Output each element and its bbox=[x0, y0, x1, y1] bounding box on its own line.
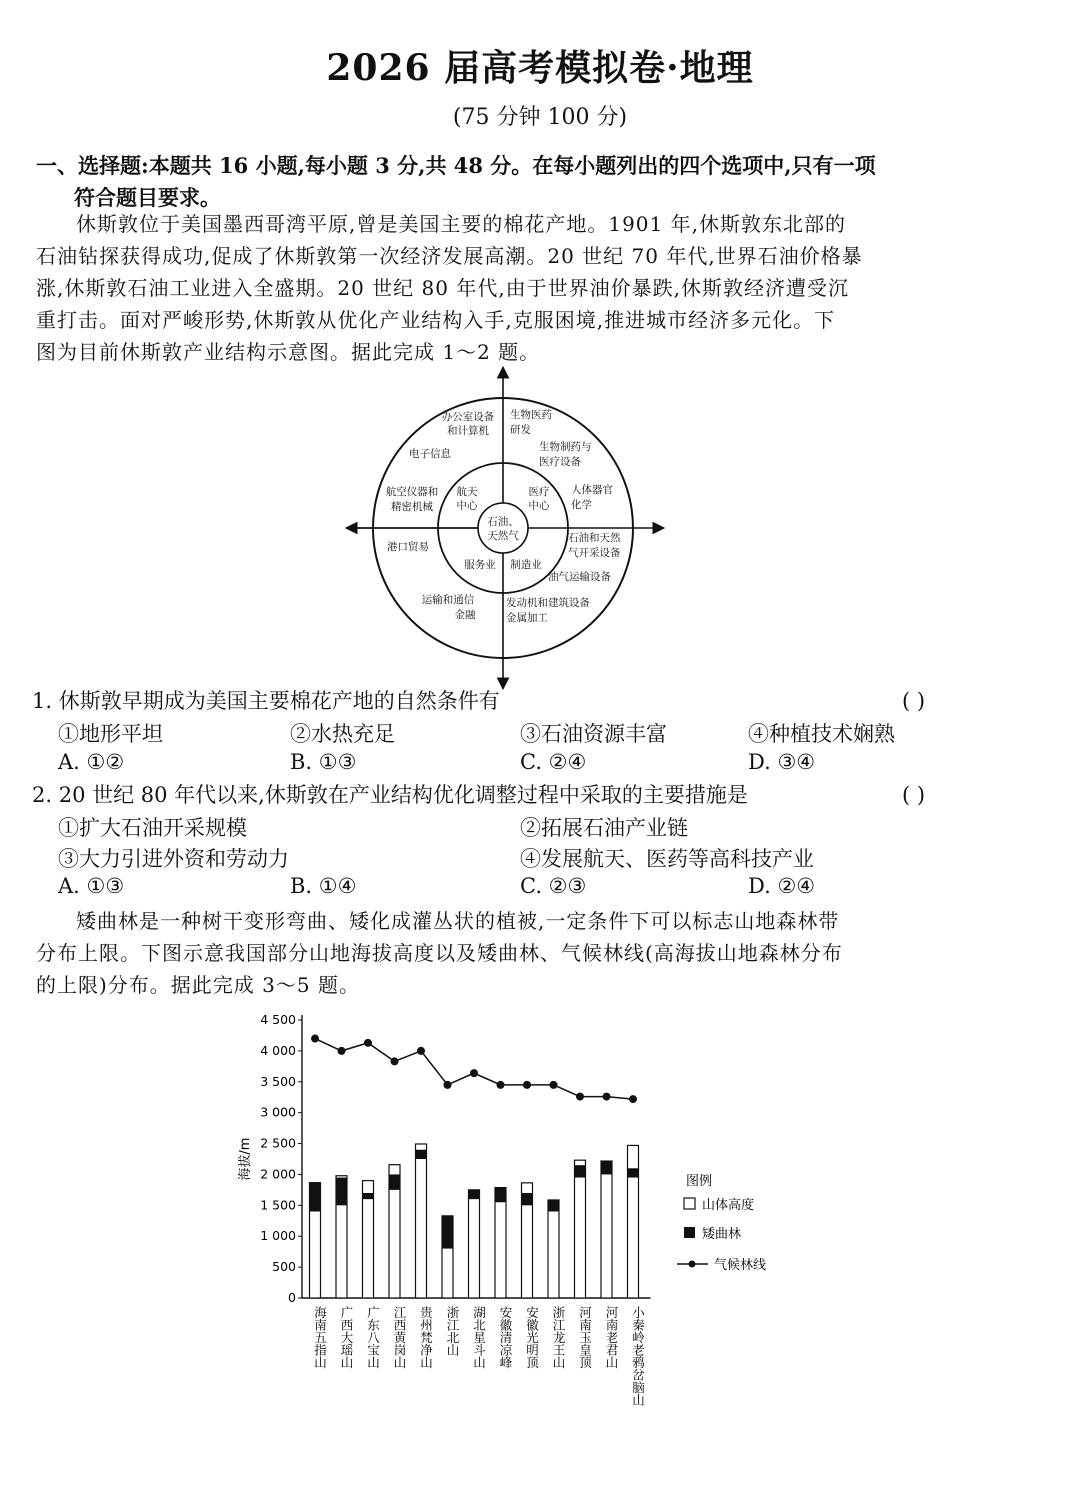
treeline-point bbox=[338, 1047, 346, 1055]
question-2-item: ④发展航天、医药等高科技产业 bbox=[520, 847, 814, 871]
outer-electronics-label: 电子信息 bbox=[409, 448, 451, 460]
outer-transport-label: 金融 bbox=[454, 609, 476, 621]
y-tick-label: 3 500 bbox=[260, 1073, 296, 1089]
treeline-series bbox=[311, 1035, 637, 1104]
outer-organ-label: 化学 bbox=[571, 499, 592, 511]
question-1-choice-d[interactable]: D. ③④ bbox=[748, 750, 816, 774]
outer-biomed-label: 生物医药 bbox=[510, 409, 552, 421]
dwarf-forest-bar bbox=[363, 1193, 374, 1199]
dwarf-forest-bar bbox=[442, 1216, 453, 1249]
mountain-height-bar bbox=[469, 1190, 480, 1298]
y-tick-label: 1 000 bbox=[260, 1228, 296, 1244]
y-tick-label: 2 500 bbox=[260, 1135, 296, 1151]
treeline-point bbox=[497, 1081, 505, 1089]
outer-pipeline-label: 油气运输设备 bbox=[548, 571, 611, 583]
passage-1-line: 休斯敦位于美国墨西哥湾平原,曾是美国主要的棉花产地。1901 年,休斯敦东北部的 bbox=[76, 212, 846, 236]
dwarf-forest-bar bbox=[389, 1174, 400, 1189]
y-tick-label: 0 bbox=[288, 1290, 296, 1305]
question-1-item: ③石油资源丰富 bbox=[520, 722, 667, 746]
outer-oilgas-label: 气开采设备 bbox=[568, 547, 621, 559]
dwarf-forest-bar bbox=[495, 1188, 506, 1203]
center-ring bbox=[478, 503, 528, 553]
treeline-point bbox=[523, 1081, 531, 1089]
x-tick-label: 贵州梵净山 bbox=[418, 1306, 434, 1369]
treeline-point bbox=[444, 1081, 452, 1089]
legend-item-dwarf-forest: 矮曲林 bbox=[702, 1227, 742, 1242]
legend-swatch-mountain bbox=[684, 1198, 695, 1209]
exam-duration-score: (75 分钟 100 分) bbox=[452, 105, 628, 130]
question-2-choice-d[interactable]: D. ②④ bbox=[748, 874, 816, 898]
passage-1 bbox=[36, 208, 1046, 368]
dwarf-forest-bar bbox=[601, 1161, 612, 1174]
bar-series bbox=[310, 1144, 639, 1298]
x-tick-label: 安徽清凉峰 bbox=[498, 1306, 513, 1369]
question-2-item: ②拓展石油产业链 bbox=[520, 816, 688, 840]
x-tick-label: 广西大瑶山 bbox=[339, 1306, 354, 1369]
question-1-answer-bracket: ( ) bbox=[902, 689, 926, 713]
treeline-point bbox=[470, 1069, 478, 1077]
outer-office-label: 办公室设备 bbox=[441, 411, 495, 423]
question-2-choice-a[interactable]: A. ①③ bbox=[58, 874, 125, 898]
mountain-height-bar bbox=[601, 1161, 612, 1298]
x-tick-label: 湖北星斗山 bbox=[471, 1306, 487, 1369]
center-label: 天然气 bbox=[487, 530, 519, 542]
passage-2 bbox=[36, 905, 1046, 1001]
passage-1-line: 涨,休斯敦石油工业进入全盛期。20 世纪 80 年代,由于世界油价暴跌,休斯敦经济遭受沉 bbox=[36, 276, 850, 300]
question-1-item: ④种植技术娴熟 bbox=[748, 722, 895, 746]
inner-manufacturing-label: 制造业 bbox=[510, 559, 542, 571]
outer-aviation-label: 精密机械 bbox=[391, 501, 433, 513]
legend-item-mountain: 山体高度 bbox=[702, 1198, 755, 1213]
outer-organ-label: 人体器官 bbox=[571, 484, 613, 496]
inner-medical-label: 医疗 bbox=[528, 486, 550, 498]
x-tick-label: 海南五指山 bbox=[312, 1306, 328, 1369]
dwarf-forest-bar bbox=[310, 1183, 321, 1212]
y-tick-label: 500 bbox=[272, 1259, 296, 1275]
section-heading bbox=[36, 150, 1046, 214]
question-2-item: ③大力引进外资和劳动力 bbox=[58, 847, 289, 871]
question-1-item: ②水热充足 bbox=[290, 722, 395, 746]
mountain-height-bar bbox=[548, 1200, 559, 1298]
treeline-point bbox=[629, 1095, 637, 1103]
industry-structure-diagram bbox=[340, 365, 670, 690]
treeline-point bbox=[550, 1081, 558, 1089]
treeline-line bbox=[315, 1039, 633, 1100]
question-1-choice-c[interactable]: C. ②④ bbox=[520, 750, 587, 774]
outer-aviation-label: 航空仪器和 bbox=[385, 486, 439, 498]
y-axis-label: 海拔/m bbox=[238, 1137, 253, 1181]
x-axis-labels bbox=[313, 1305, 646, 1406]
inner-aerospace-label: 中心 bbox=[456, 500, 478, 512]
legend-marker bbox=[689, 1261, 696, 1268]
inner-service-label: 服务业 bbox=[464, 559, 496, 571]
passage-1-line: 石油钻探获得成功,促成了休斯敦第一次经济发展高潮。20 世纪 70 年代,世界石油价格暴 bbox=[36, 244, 863, 268]
mountain-height-bar bbox=[575, 1160, 586, 1298]
center-label: 石油、 bbox=[487, 516, 519, 528]
treeline-point bbox=[417, 1047, 425, 1055]
x-tick-label: 浙江北山 bbox=[445, 1306, 460, 1356]
x-tick-label: 广东八宝山 bbox=[365, 1306, 381, 1369]
outer-engine-label: 发动机和建筑设备 bbox=[506, 597, 590, 609]
question-2-choice-c[interactable]: C. ②③ bbox=[520, 874, 587, 898]
passage-2-line: 矮曲林是一种树干变形弯曲、矮化成灌丛状的植被,一定条件下可以标志山地森林带 bbox=[76, 909, 840, 933]
question-1-stem: 1. 休斯敦早期成为美国主要棉花产地的自然条件有 bbox=[32, 689, 500, 713]
question-1-choice-b[interactable]: B. ①③ bbox=[290, 750, 357, 774]
treeline-point bbox=[391, 1057, 399, 1065]
x-tick-label: 安徽光明顶 bbox=[524, 1306, 540, 1369]
outer-transport-label: 运输和通信 bbox=[421, 594, 475, 606]
question-2-stem: 2. 20 世纪 80 年代以来,休斯敦在产业结构优化调整过程中采取的主要措施是 bbox=[32, 783, 748, 807]
section-heading-line1: 一、选择题:本题共 16 小题,每小题 3 分,共 48 分。在每小题列出的四个选项中,只有一项 bbox=[36, 153, 876, 178]
y-tick-label: 4 500 bbox=[260, 1012, 296, 1027]
y-tick-label: 4 000 bbox=[260, 1042, 296, 1058]
outer-biopharma-label: 医疗设备 bbox=[539, 456, 581, 468]
treeline-point bbox=[603, 1093, 611, 1101]
outer-oilgas-label: 石油和天然 bbox=[568, 532, 621, 544]
outer-office-label: 和计算机 bbox=[447, 425, 489, 437]
passage-2-line: 的上限)分布。据此完成 3～5 题。 bbox=[36, 973, 360, 997]
dwarf-forest-bar bbox=[548, 1200, 559, 1212]
legend-title: 图例 bbox=[686, 1174, 713, 1189]
inner-aerospace-label: 航天 bbox=[456, 486, 478, 498]
outer-biopharma-label: 生物制药与 bbox=[539, 441, 592, 453]
chart-legend bbox=[677, 1174, 766, 1273]
x-tick-label: 河南老君山 bbox=[604, 1306, 619, 1369]
altitude-chart bbox=[230, 1005, 830, 1445]
question-2-item: ①扩大石油开采规模 bbox=[58, 816, 247, 840]
legend-item-treeline: 气候林线 bbox=[714, 1258, 767, 1273]
x-tick-label: 浙江龙王山 bbox=[551, 1306, 566, 1369]
outer-engine-label: 金属加工 bbox=[506, 612, 548, 624]
treeline-point bbox=[364, 1039, 372, 1047]
x-tick-label: 河南玉皇顶 bbox=[577, 1306, 593, 1369]
dwarf-forest-bar bbox=[336, 1178, 347, 1206]
inner-medical-label: 中心 bbox=[528, 500, 550, 512]
question-1-item: ①地形平坦 bbox=[58, 722, 163, 746]
question-1-choice-a[interactable]: A. ①② bbox=[58, 750, 125, 774]
y-tick-label: 2 000 bbox=[260, 1166, 296, 1182]
passage-1-line: 重打击。面对严峻形势,休斯敦从优化产业结构入手,克服困境,推进城市经济多元化。下 bbox=[36, 308, 836, 332]
mountain-height-bar bbox=[416, 1144, 427, 1298]
question-2-choice-b[interactable]: B. ①④ bbox=[290, 874, 357, 898]
x-tick-label: 小秦岭老鸦岔脑山 bbox=[630, 1306, 646, 1406]
question-2-answer-bracket: ( ) bbox=[902, 783, 926, 807]
passage-2-line: 分布上限。下图示意我国部分山地海拔高度以及矮曲林、气候林线(高海拔山地森林分布 bbox=[36, 941, 843, 965]
treeline-point bbox=[311, 1035, 319, 1043]
dwarf-forest-bar bbox=[575, 1165, 586, 1177]
outer-port-label: 港口贸易 bbox=[387, 541, 429, 553]
page-title: 2026 届高考模拟卷·地理 bbox=[326, 47, 754, 89]
section-heading-line2: 符合题目要求。 bbox=[74, 185, 221, 210]
y-tick-label: 1 500 bbox=[260, 1197, 296, 1213]
dwarf-forest-bar bbox=[416, 1150, 427, 1159]
dwarf-forest-bar bbox=[522, 1193, 533, 1205]
treeline-point bbox=[576, 1093, 584, 1101]
x-tick-label: 江西黄岗山 bbox=[392, 1306, 407, 1369]
legend-swatch-dwarf-forest bbox=[684, 1227, 695, 1238]
dwarf-forest-bar bbox=[469, 1190, 480, 1199]
mountain-height-bar bbox=[495, 1188, 506, 1298]
y-tick-label: 3 000 bbox=[260, 1104, 296, 1120]
passage-1-line: 图为目前休斯敦产业结构示意图。据此完成 1～2 题。 bbox=[36, 340, 541, 364]
outer-biomed-label: 研发 bbox=[510, 424, 531, 436]
dwarf-forest-bar bbox=[628, 1168, 639, 1177]
